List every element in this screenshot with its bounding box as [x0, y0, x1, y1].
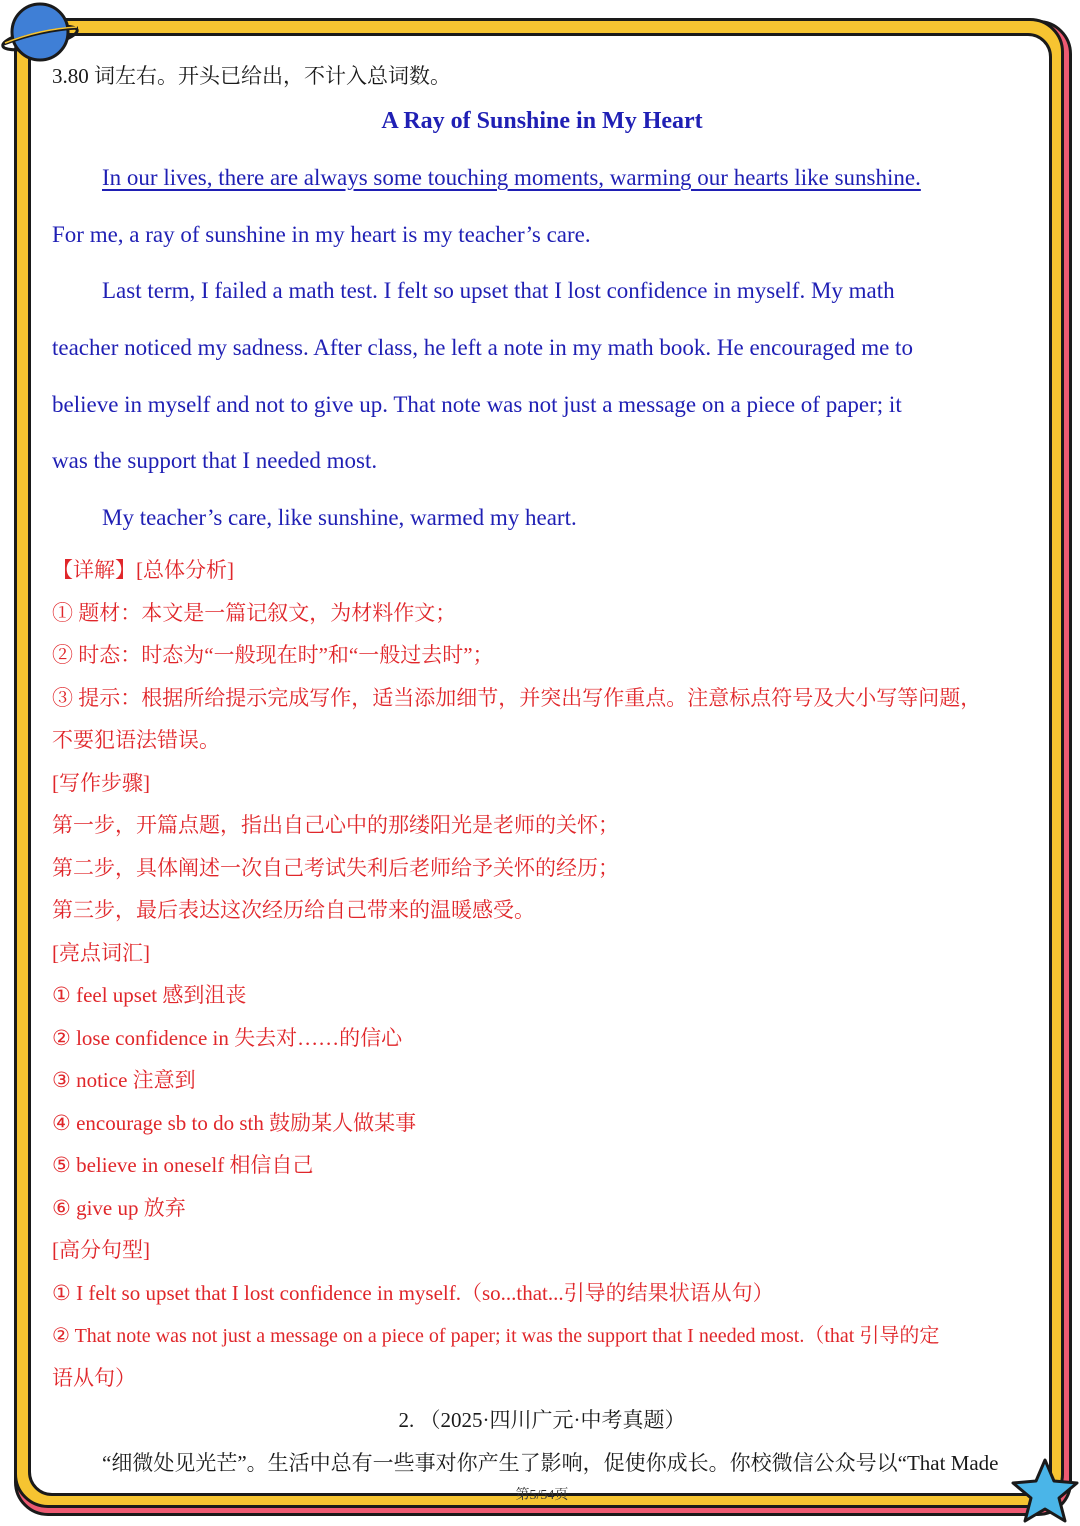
- sentences-heading: [高分句型]: [52, 1238, 150, 1262]
- sentence-item-continuation: 语从句）: [52, 1366, 136, 1390]
- vocab-item: ① feel upset 感到沮丧: [52, 983, 247, 1007]
- word-requirement: 3.80 词左右。开头已给出，不计入总词数。: [52, 64, 451, 88]
- vocab-item: ② lose confidence in 失去对……的信心: [52, 1026, 403, 1050]
- essay-title: A Ray of Sunshine in My Heart: [381, 108, 703, 134]
- step-item: 第一步，开篇点题，指出自己心中的那缕阳光是老师的关怀；: [52, 813, 619, 837]
- vocab-heading: [亮点词汇]: [52, 941, 150, 965]
- vocab-item: ④ encourage sb to do sth 鼓励某人做某事: [52, 1111, 417, 1135]
- essay-given-opening: In our lives, there are always some touching moments, warming our hearts like sunshine.: [102, 165, 921, 190]
- vocab-item: ③ notice 注意到: [52, 1068, 196, 1092]
- analysis-heading: 【详解】[总体分析]: [52, 558, 234, 582]
- essay-p2-line2: teacher noticed my sadness. After class, he left a note in my math book. He encouraged me to: [52, 335, 913, 360]
- vocab-item: ⑥ give up 放弃: [52, 1196, 186, 1220]
- essay-p3: My teacher’s care, like sunshine, warmed my heart.: [102, 505, 577, 530]
- essay-p2-line4: was the support that I needed most.: [52, 448, 378, 473]
- analysis-item: ② 时态：时态为“一般现在时”和“一般过去时”；: [52, 643, 494, 667]
- analysis-item-continuation: 不要犯语法错误。: [52, 728, 220, 752]
- essay-p2-line1: Last term, I failed a math test. I felt so upset that I lost confidence in myself. My math: [102, 278, 895, 303]
- sentence-item: ① I felt so upset that I lost confidence in myself.（so...that...引导的结果状语从句）: [52, 1281, 774, 1305]
- vocab-item: ⑤ believe in oneself 相信自己: [52, 1153, 314, 1177]
- page-number: 第5/54页: [515, 1488, 569, 1503]
- essay-p1-continuation: For me, a ray of sunshine in my heart is my teacher’s care.: [52, 222, 591, 247]
- essay-p2-line3: believe in myself and not to give up. That note was not just a message on a piece of paper; it: [52, 392, 902, 417]
- analysis-item: ① 题材：本文是一篇记叙文，为材料作文；: [52, 601, 457, 625]
- analysis-item: ③ 提示：根据所给提示完成写作，适当添加细节，并突出写作重点。注意标点符号及大小写等问题，: [52, 686, 982, 710]
- sentence-item: ② That note was not just a message on a piece of paper; it was the support that I needed most.（that 引导的定: [52, 1325, 940, 1347]
- step-item: 第二步，具体阐述一次自己考试失利后老师给予关怀的经历；: [52, 856, 619, 880]
- steps-heading: [写作步骤]: [52, 771, 150, 795]
- step-item: 第三步，最后表达这次经历给自己带来的温暖感受。: [52, 898, 535, 922]
- next-question-number: 2. （2025·四川广元·中考真题）: [398, 1408, 686, 1432]
- next-question-text: “细微处见光芒”。生活中总有一些事对你产生了影响，促使你成长。你校微信公众号以“That Made: [102, 1451, 999, 1475]
